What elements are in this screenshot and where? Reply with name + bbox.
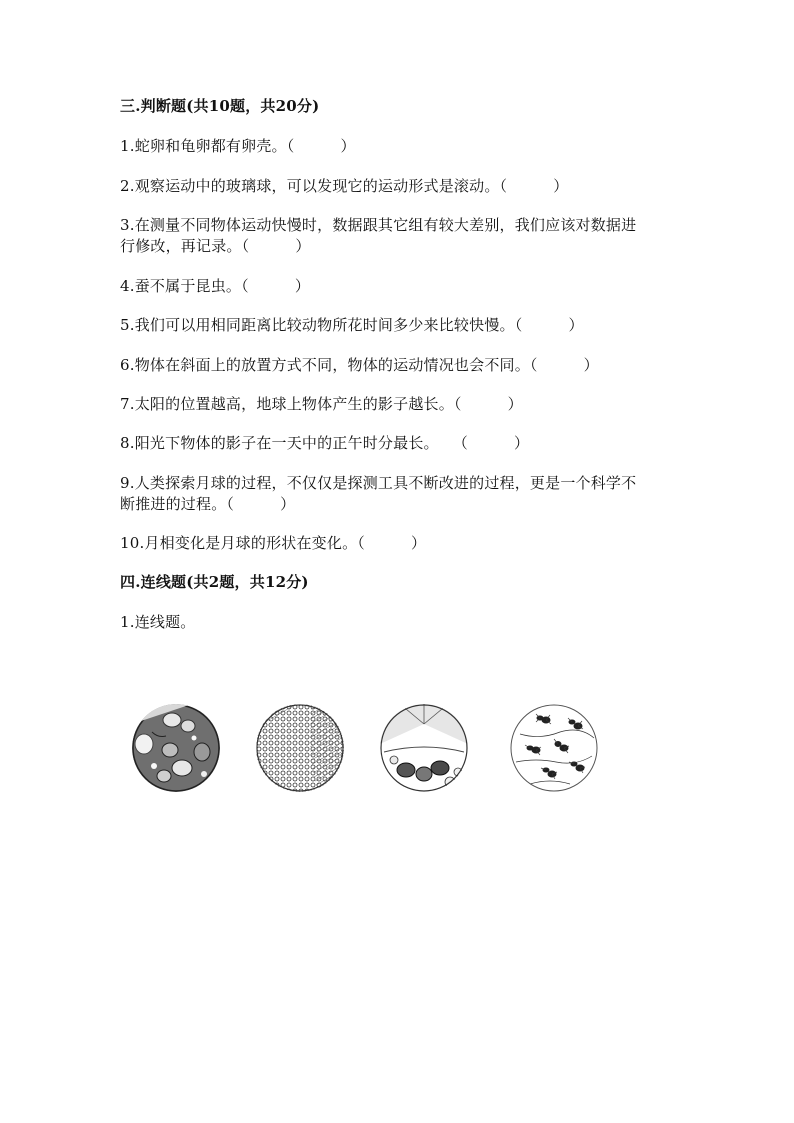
eggs-in-water-icon: [132, 704, 220, 792]
question-text: 太阳的位置越高，地球上物体产生的影子越长。: [134, 395, 454, 413]
question-5: 5.我们可以用相同距离比较动物所花时间多少来比较快慢。（ ）: [120, 316, 584, 334]
question-8: 8.阳光下物体的影子在一天中的正午时分最长。 （ ）: [120, 434, 530, 452]
question-3-continued: 行修改，再记录。（ ）: [120, 237, 311, 255]
question-1: 1.蛇卵和龟卵都有卵壳。（ ）: [120, 137, 356, 155]
question-6: 6.物体在斜面上的放置方式不同，物体的运动情况也会不同。（ ）: [120, 356, 599, 374]
question-number: 8.: [120, 434, 135, 452]
question-7: 7.太阳的位置越高，地球上物体产生的影子越长。（ ）: [120, 395, 523, 413]
question-number: 5.: [120, 316, 135, 334]
question-9-continued: 断推进的过程。（ ）: [120, 495, 296, 513]
question-number: 10.: [120, 534, 145, 552]
egg-cluster-illustration[interactable]: [256, 704, 344, 792]
question-3: [120, 215, 636, 235]
eggs-in-water-illustration[interactable]: [132, 704, 220, 792]
question-text: 物体在斜面上的放置方式不同，物体的运动情况也会不同。: [134, 356, 530, 374]
question-text: 在测量不同物体运动快慢时，数据跟其它组有较大差别，我们应该对数据进: [134, 216, 637, 234]
question-number: 9.: [120, 474, 135, 492]
question-9: [120, 473, 636, 493]
question-text: 蚕不属于昆虫。: [134, 277, 242, 295]
question-number: 1.: [120, 137, 135, 155]
question-text: 阳光下物体的影子在一天中的正午时分最长。: [134, 434, 439, 452]
question-10: 10.月相变化是月球的形状在变化。（ ）: [120, 534, 427, 552]
question-text: 人类探索月球的过程，不仅仅是探测工具不断改进的过程，更是一个科学不: [134, 474, 637, 492]
question-text: 观察运动中的玻璃球，可以发现它的运动形式是滚动。: [134, 177, 500, 195]
question-text: 蛇卵和龟卵都有卵壳。: [134, 137, 287, 155]
question-number: 6.: [120, 356, 135, 374]
question-number: 7.: [120, 395, 135, 413]
matching-question-1: 1.连线题。: [120, 613, 196, 631]
question-number: 2.: [120, 177, 135, 195]
ants-icon: [510, 704, 598, 792]
eggs-in-nest-illustration[interactable]: [380, 704, 468, 792]
question-4: 4.蚕不属于昆虫。（ ）: [120, 277, 311, 295]
question-text-continued: 断推进的过程。: [120, 495, 227, 513]
section-3-title: 三.判断题(共10题，共20分): [120, 97, 320, 115]
eggs-in-nest-icon: [380, 704, 468, 792]
question-number: 3.: [120, 216, 135, 234]
question-2: 2.观察运动中的玻璃球，可以发现它的运动形式是滚动。（ ）: [120, 177, 569, 195]
question-number: 4.: [120, 277, 135, 295]
question-text-continued: 行修改，再记录。: [120, 237, 242, 255]
egg-cluster-icon: [256, 704, 344, 792]
ants-illustration[interactable]: [510, 704, 598, 792]
question-text: 月相变化是月球的形状在变化。: [144, 534, 358, 552]
question-text: 我们可以用相同距离比较动物所花时间多少来比较快慢。: [134, 316, 515, 334]
section-4-title: 四.连线题(共2题，共12分): [120, 573, 309, 591]
